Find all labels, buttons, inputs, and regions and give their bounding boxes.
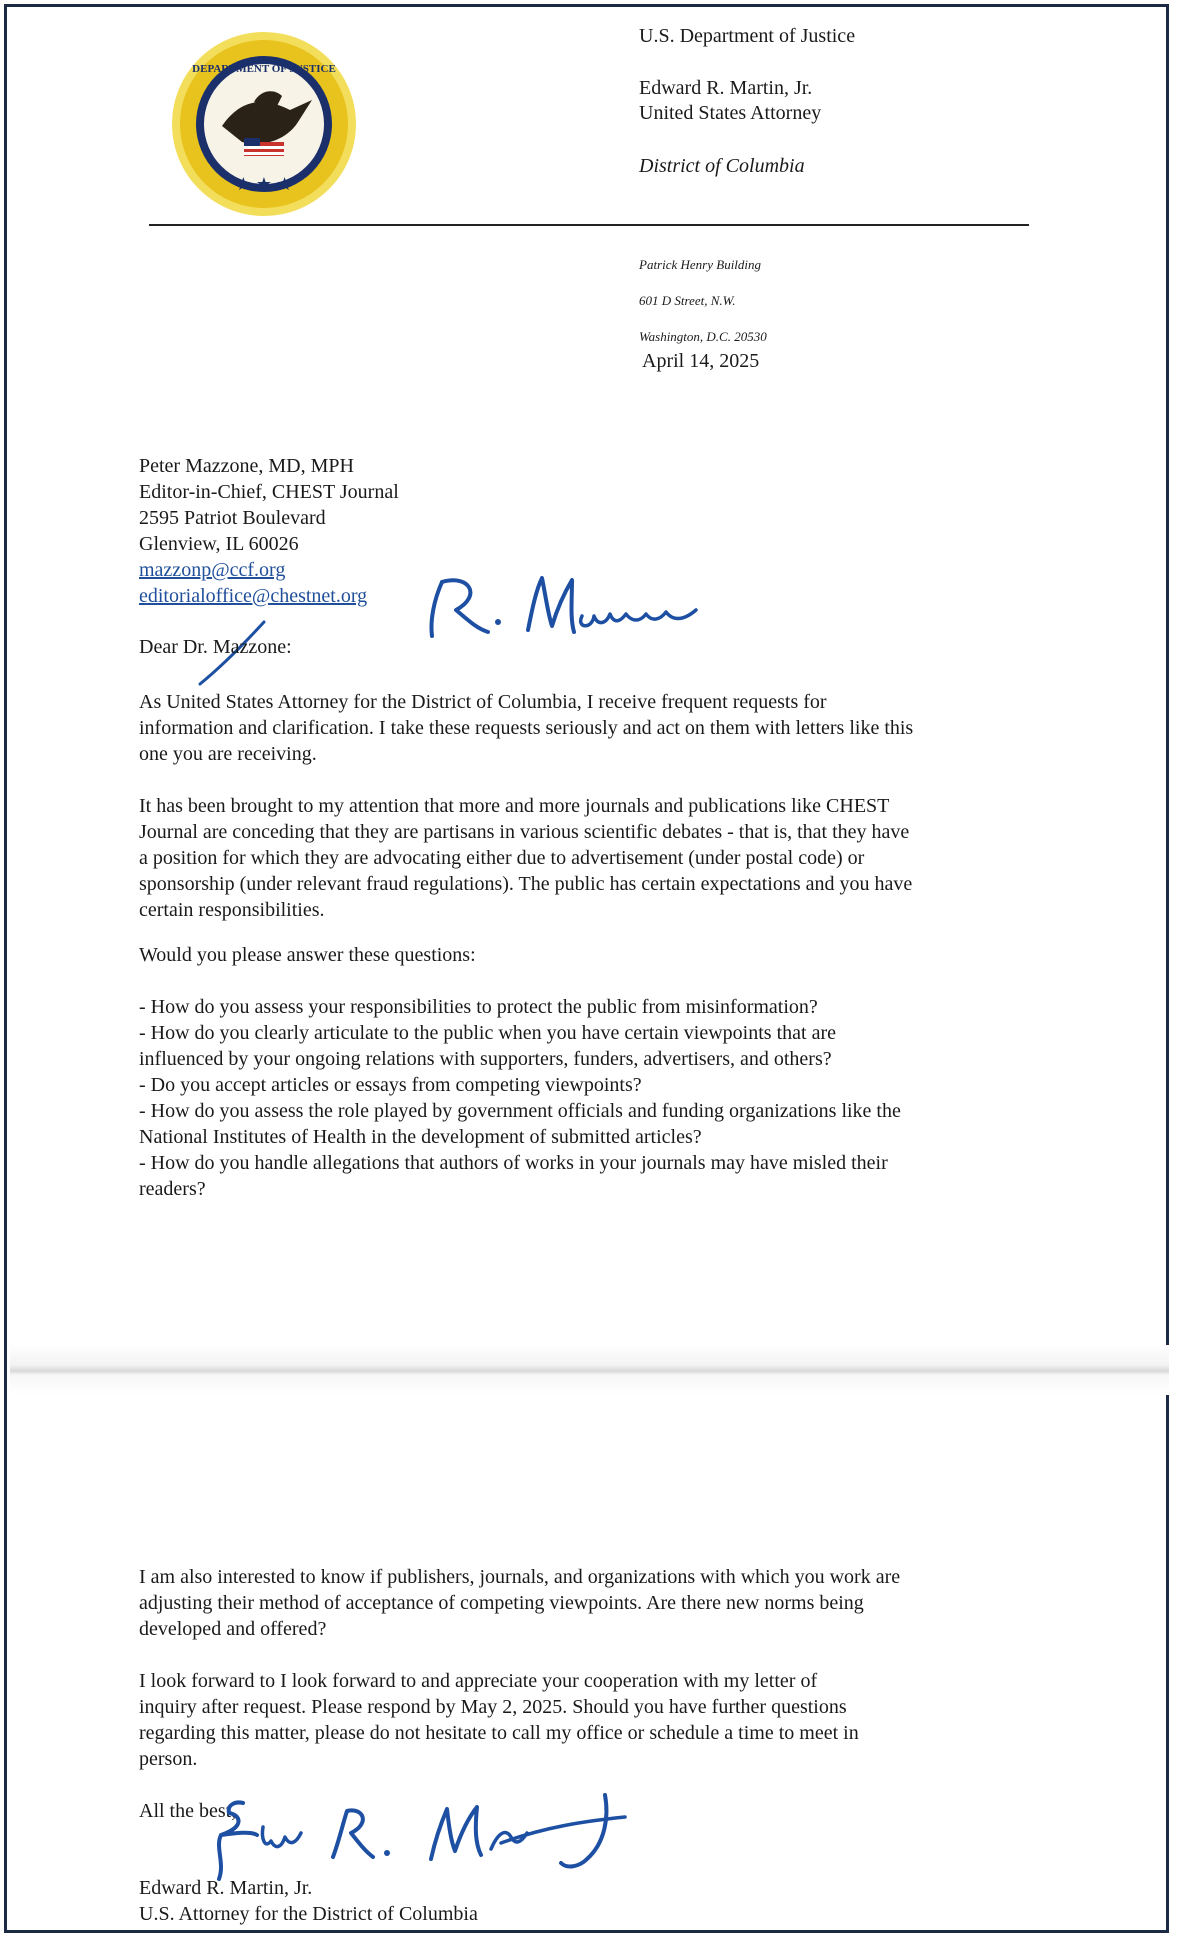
letter-page-2 [0, 1395, 1179, 1941]
recipient-name: Peter Mazzone, MD, MPH [139, 455, 354, 477]
text-line: I am also interested to know if publishers, journals, and organizations with which you work are [139, 1566, 901, 1588]
question-line: - How do you clearly articulate to the public when you have certain viewpoints that are [139, 1022, 836, 1044]
signer-name: Edward R. Martin, Jr. [139, 1877, 313, 1899]
paragraph-intro [139, 689, 1039, 767]
text-line: sponsorship (under relevant fraud regulations). The public has certain expectations and you have [139, 873, 913, 895]
recipient-city: Glenview, IL 60026 [139, 533, 299, 555]
recipient-email-link[interactable]: mazzonp@ccf.org [139, 559, 286, 581]
office-address [639, 238, 767, 364]
text-line: one you are receiving. [139, 743, 317, 765]
question-line: - How do you assess your responsibilities to protect the public from misinformation? [139, 996, 818, 1018]
address-line: Patrick Henry Building [639, 257, 762, 272]
svg-text:★ ★ ★: ★ ★ ★ [235, 174, 293, 194]
question-line: - Do you accept articles or essays from competing viewpoints? [139, 1074, 642, 1096]
question-line: National Institutes of Health in the development of submitted articles? [139, 1126, 702, 1148]
text-line: adjusting their method of acceptance of competing viewpoints. Are there new norms being [139, 1592, 864, 1614]
text-line: As United States Attorney for the District of Columbia, I receive frequent requests for [139, 691, 827, 713]
questions-intro: Would you please answer these questions: [139, 944, 476, 966]
signer-title: U.S. Attorney for the District of Columbia [139, 1903, 478, 1925]
text-line: certain responsibilities. [139, 899, 325, 921]
letter-date: April 14, 2025 [642, 350, 760, 372]
handwritten-signature [205, 1787, 675, 1887]
text-line: regarding this matter, please do not hesitate to call my office or schedule a time to meet in [139, 1722, 859, 1744]
recipient-title: Editor-in-Chief, CHEST Journal [139, 481, 399, 503]
district-name: District of Columbia [639, 155, 805, 177]
address-line: 601 D Street, N.W. [639, 293, 736, 308]
address-line: Washington, D.C. 20530 [639, 329, 767, 344]
text-line: a position for which they are advocating either due to advertisement (under postal code) or [139, 847, 865, 869]
text-line: person. [139, 1748, 198, 1770]
text-line: I look forward to I look forward to and appreciate your cooperation with my letter of [139, 1670, 818, 1692]
svg-text:DEPARTMENT OF JUSTICE: DEPARTMENT OF JUSTICE [192, 63, 336, 75]
salutation: Dear Dr. Mazzone: [139, 636, 292, 658]
recipient-email-link[interactable]: editorialoffice@chestnet.org [139, 585, 368, 607]
question-line: - How do you assess the role played by government officials and funding organizations like the [139, 1100, 901, 1122]
paragraph-concern [139, 793, 1039, 923]
question-line: readers? [139, 1178, 206, 1200]
paragraph-norms [139, 1564, 1039, 1642]
doj-seal-icon [170, 30, 358, 218]
question-line: - How do you handle allegations that authors of works in your journals may have misled their [139, 1152, 888, 1174]
text-line: Journal are conceding that they are partisans in various scientific debates - that is, that they have [139, 821, 910, 843]
text-line: It has been brought to my attention that more and more journals and publications like CHEST [139, 795, 890, 817]
question-line: influenced by your ongoing relations with supporters, funders, advertisers, and others? [139, 1048, 832, 1070]
text-line: developed and offered? [139, 1618, 327, 1640]
department-name: U.S. Department of Justice [639, 25, 856, 47]
attorney-title: United States Attorney [639, 102, 822, 124]
page-separator [10, 1345, 1169, 1395]
closing: All the best, [139, 1800, 237, 1822]
text-line: information and clarification. I take these requests seriously and act on them with letters like this [139, 717, 914, 739]
attorney-name: Edward R. Martin, Jr. [639, 77, 813, 99]
paragraph-request [139, 1668, 1039, 1772]
recipient-street: 2595 Patriot Boulevard [139, 507, 326, 529]
text-line: inquiry after request. Please respond by May 2, 2025. Should you have further questions [139, 1696, 847, 1718]
letterhead-rule [149, 224, 1029, 226]
questions-list [139, 994, 1039, 1202]
